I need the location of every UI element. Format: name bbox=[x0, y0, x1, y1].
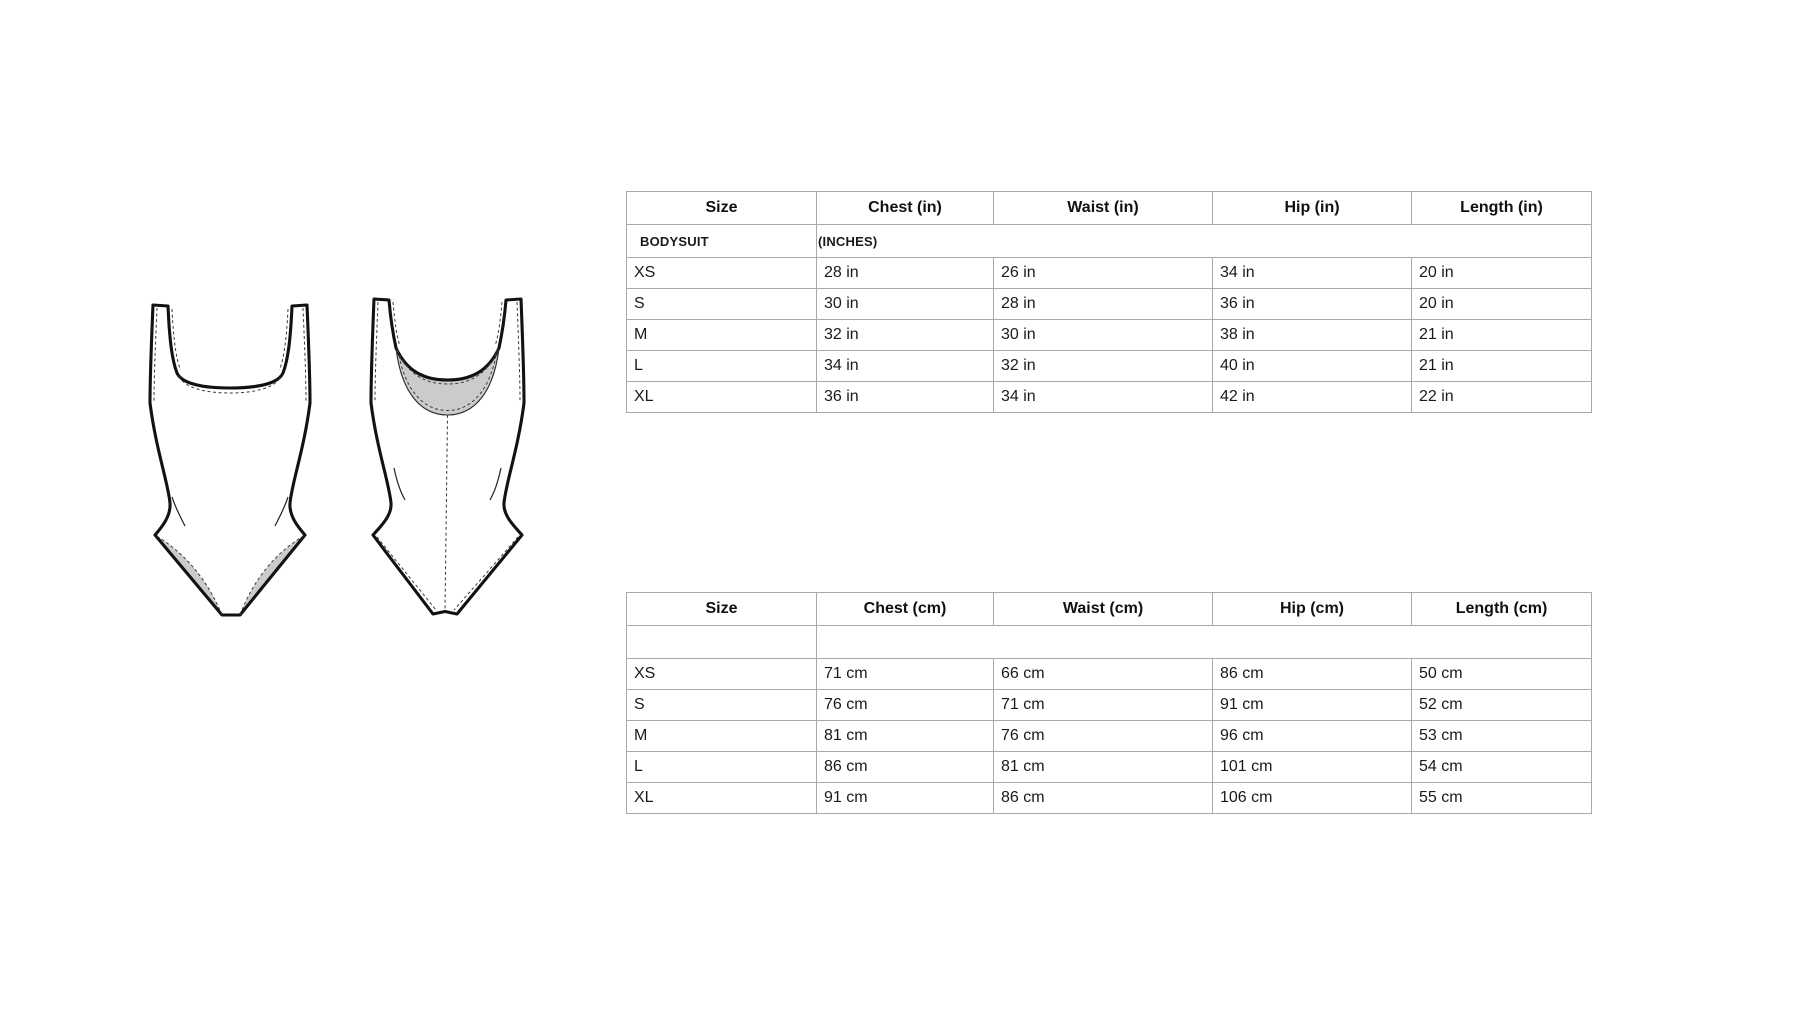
table-title-unit bbox=[817, 626, 1592, 659]
header-cell-length: Length (cm) bbox=[1412, 593, 1592, 626]
bodysuit-flats-svg bbox=[148, 296, 530, 626]
table-title-row bbox=[627, 626, 1592, 659]
size-cell: L bbox=[627, 752, 817, 783]
measurement-cell: 42 in bbox=[1213, 382, 1412, 413]
measurement-cell: 50 cm bbox=[1412, 659, 1592, 690]
measurement-cell: 81 cm bbox=[994, 752, 1213, 783]
measurement-cell: 71 cm bbox=[994, 690, 1213, 721]
measurement-cell: 22 in bbox=[1412, 382, 1592, 413]
measurement-cell: 34 in bbox=[994, 382, 1213, 413]
measurement-cell: 91 cm bbox=[817, 783, 994, 814]
measurement-cell: 76 cm bbox=[994, 721, 1213, 752]
table-title-unit: (INCHES) bbox=[817, 225, 1592, 258]
measurement-cell: 32 in bbox=[817, 320, 994, 351]
measurement-cell: 20 in bbox=[1412, 289, 1592, 320]
size-cell: XS bbox=[627, 659, 817, 690]
measurement-cell: 36 in bbox=[817, 382, 994, 413]
size-cell: XL bbox=[627, 382, 817, 413]
measurement-cell: 32 in bbox=[994, 351, 1213, 382]
header-cell-size: Size bbox=[627, 593, 817, 626]
bodysuit-illustrations bbox=[148, 296, 530, 626]
size-row bbox=[627, 721, 1592, 752]
size-row bbox=[627, 320, 1592, 351]
size-row bbox=[627, 258, 1592, 289]
size-row bbox=[627, 289, 1592, 320]
size-cell: M bbox=[627, 721, 817, 752]
size-cell: XS bbox=[627, 258, 817, 289]
size-table-inches bbox=[626, 191, 1592, 413]
size-row bbox=[627, 382, 1592, 413]
size-row bbox=[627, 690, 1592, 721]
measurement-cell: 21 in bbox=[1412, 320, 1592, 351]
measurement-cell: 34 in bbox=[817, 351, 994, 382]
front-outline bbox=[150, 305, 310, 615]
size-cell: S bbox=[627, 690, 817, 721]
size-cell: S bbox=[627, 289, 817, 320]
measurement-cell: 106 cm bbox=[1213, 783, 1412, 814]
measurement-cell: 71 cm bbox=[817, 659, 994, 690]
bodysuit-front-view-illustration bbox=[150, 305, 310, 615]
table-title-product: BODYSUIT bbox=[627, 225, 817, 258]
size-table-centimeters bbox=[626, 592, 1592, 814]
measurement-cell: 38 in bbox=[1213, 320, 1412, 351]
measurement-cell: 36 in bbox=[1213, 289, 1412, 320]
header-cell-size: Size bbox=[627, 192, 817, 225]
size-row bbox=[627, 783, 1592, 814]
measurement-cell: 55 cm bbox=[1412, 783, 1592, 814]
measurement-cell: 86 cm bbox=[817, 752, 994, 783]
measurement-cell: 26 in bbox=[994, 258, 1213, 289]
measurement-cell: 53 cm bbox=[1412, 721, 1592, 752]
measurement-cell: 30 in bbox=[994, 320, 1213, 351]
header-cell-hip: Hip (in) bbox=[1213, 192, 1412, 225]
header-cell-chest: Chest (in) bbox=[817, 192, 994, 225]
measurement-cell: 54 cm bbox=[1412, 752, 1592, 783]
measurement-cell: 28 in bbox=[994, 289, 1213, 320]
measurement-cell: 91 cm bbox=[1213, 690, 1412, 721]
size-cell: XL bbox=[627, 783, 817, 814]
bodysuit-back-view-illustration bbox=[371, 299, 524, 614]
measurement-cell: 30 in bbox=[817, 289, 994, 320]
size-row bbox=[627, 752, 1592, 783]
size-cell: M bbox=[627, 320, 817, 351]
measurement-cell: 81 cm bbox=[817, 721, 994, 752]
table-title-product bbox=[627, 626, 817, 659]
header-cell-length: Length (in) bbox=[1412, 192, 1592, 225]
header-cell-waist: Waist (in) bbox=[994, 192, 1213, 225]
measurement-cell: 66 cm bbox=[994, 659, 1213, 690]
back-outline bbox=[371, 299, 524, 614]
measurement-cell: 96 cm bbox=[1213, 721, 1412, 752]
measurement-cell: 76 cm bbox=[817, 690, 994, 721]
measurement-cell: 20 in bbox=[1412, 258, 1592, 289]
measurement-cell: 40 in bbox=[1213, 351, 1412, 382]
table-header-row bbox=[627, 192, 1592, 225]
header-cell-chest: Chest (cm) bbox=[817, 593, 994, 626]
table-title-row bbox=[627, 225, 1592, 258]
measurement-cell: 101 cm bbox=[1213, 752, 1412, 783]
measurement-cell: 86 cm bbox=[1213, 659, 1412, 690]
header-cell-waist: Waist (cm) bbox=[994, 593, 1213, 626]
measurement-cell: 21 in bbox=[1412, 351, 1592, 382]
measurement-cell: 34 in bbox=[1213, 258, 1412, 289]
measurement-cell: 86 cm bbox=[994, 783, 1213, 814]
size-cell: L bbox=[627, 351, 817, 382]
measurement-cell: 28 in bbox=[817, 258, 994, 289]
measurement-cell: 52 cm bbox=[1412, 690, 1592, 721]
size-row bbox=[627, 659, 1592, 690]
header-cell-hip: Hip (cm) bbox=[1213, 593, 1412, 626]
size-row bbox=[627, 351, 1592, 382]
table-header-row bbox=[627, 593, 1592, 626]
